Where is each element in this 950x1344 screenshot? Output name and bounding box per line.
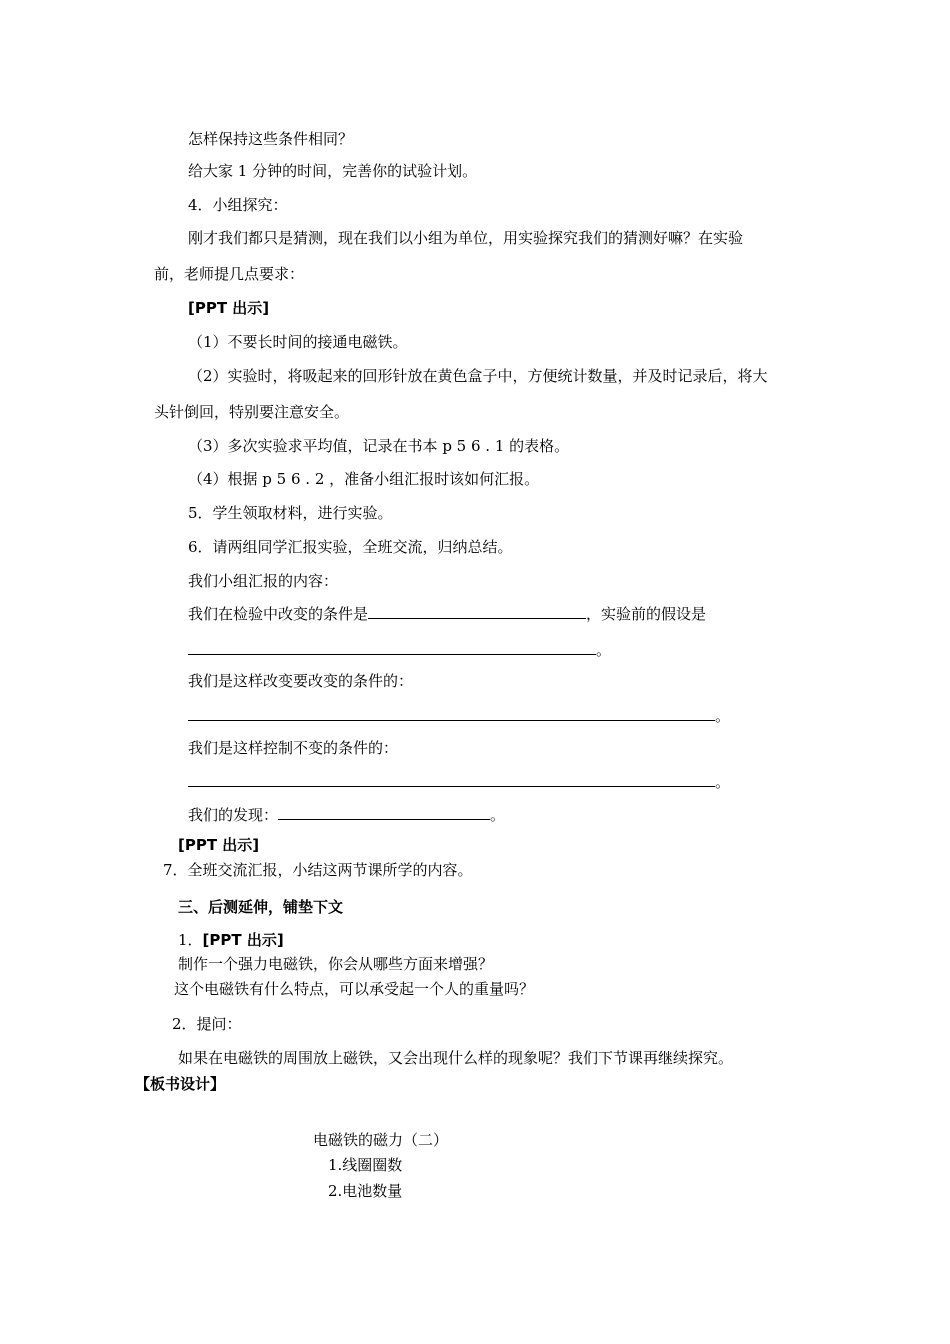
text-line: 怎样保持这些条件相同？ xyxy=(188,130,354,148)
text-line: 6．请两组同学汇报实验，全班交流，归纳总结。 xyxy=(188,538,513,556)
text-line: 。 xyxy=(490,806,506,824)
text-line: 我们是这样改变要改变的条件的： xyxy=(188,672,414,690)
ppt-label: [PPT 出示] xyxy=(178,836,260,854)
fill-line xyxy=(188,640,611,659)
fill-line xyxy=(188,772,730,791)
board-title: 电磁铁的磁力（二） xyxy=(313,1131,449,1149)
text-line: 我们的发现： xyxy=(188,806,279,824)
blank-underline xyxy=(278,805,490,820)
text-line: 。 xyxy=(596,641,612,659)
text-line: 。 xyxy=(715,773,731,791)
ppt-label: [PPT 出示] xyxy=(188,299,270,317)
text-line: （1）不要长时间的接通电磁铁。 xyxy=(188,333,408,351)
text-line: 前，老师提几点要求： xyxy=(154,265,305,283)
section-heading: 三、后测延伸，铺垫下文 xyxy=(178,898,344,916)
text-line: 5．学生领取材料，进行实验。 xyxy=(188,504,393,522)
text-line: 2．提问： xyxy=(172,1015,242,1033)
blank-underline xyxy=(188,772,715,787)
text-line: （3）多次实验求平均值，记录在书本 p 5 6 . 1 的表格。 xyxy=(188,437,570,455)
text-line: 如果在电磁铁的周围放上磁铁，又会出现什么样的现象呢？我们下节课再继续探究。 xyxy=(178,1049,734,1067)
blank-underline xyxy=(188,640,596,655)
text-line: 给大家 1 分钟的时间，完善你的试验计划。 xyxy=(188,162,478,180)
fill-line xyxy=(188,706,730,725)
text-line: 头针倒回，特别要注意安全。 xyxy=(154,403,350,421)
fill-line xyxy=(188,805,505,824)
text-line: 这个电磁铁有什么特点，可以承受起一个人的重量吗？ xyxy=(174,980,535,998)
ppt-label: [PPT 出示] xyxy=(202,931,284,949)
text-line: 我们是这样控制不变的条件的： xyxy=(188,739,399,757)
blank-underline xyxy=(368,604,586,619)
item-number: 1． xyxy=(178,931,203,949)
text-line: （2）实验时，将吸起来的回形针放在黄色盒子中，方便统计数量，并及时记录后，将大 xyxy=(188,367,768,385)
blank-underline xyxy=(188,706,715,721)
fill-line xyxy=(188,604,706,623)
text-line: 刚才我们都只是猜测，现在我们以小组为单位，用实验探究我们的猜测好嘛？在实验 xyxy=(188,229,744,247)
board-item: 1.线圈圈数 xyxy=(328,1156,403,1174)
text-line xyxy=(178,931,284,949)
text-line: ，实验前的假设是 xyxy=(586,605,707,623)
text-line: 4．小组探究： xyxy=(188,196,288,214)
text-line: 7．全班交流汇报，小结这两节课所学的内容。 xyxy=(163,861,473,879)
text-line: 我们在检验中改变的条件是 xyxy=(188,605,369,623)
board-item: 2.电池数量 xyxy=(328,1182,403,1200)
text-line: 我们小组汇报的内容： xyxy=(188,572,339,590)
text-line: 。 xyxy=(715,707,731,725)
text-line: 制作一个强力电磁铁，你会从哪些方面来增强？ xyxy=(178,955,494,973)
section-heading: 【板书设计】 xyxy=(135,1075,226,1093)
text-line: （4）根据 p 5 6 . 2 ，准备小组汇报时该如何汇报。 xyxy=(188,470,540,488)
